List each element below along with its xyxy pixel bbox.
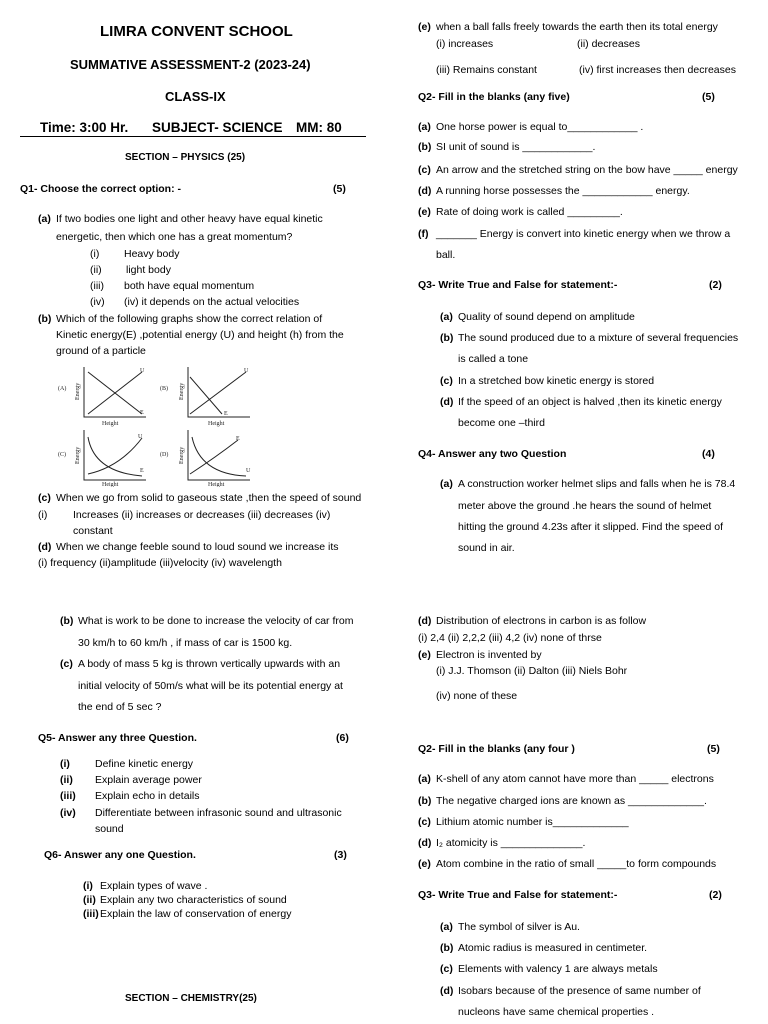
p-q4-b-text: 30 km/h to 60 km/h , if mass of car is 1500 kg. bbox=[78, 637, 293, 649]
p-q1-c-options: constant bbox=[73, 525, 113, 537]
p-q1-a-text: energetic, then which one has a great momentum? bbox=[56, 231, 293, 243]
p-q1-d-text: When we change feeble sound to loud sound we increase its bbox=[56, 541, 339, 553]
statement-text: become one –third bbox=[458, 417, 545, 429]
option-number: (c) bbox=[440, 963, 453, 975]
p-q4-title: Q4- Answer any two Question bbox=[418, 448, 567, 460]
p-q4-b-label: (b) bbox=[60, 615, 74, 627]
graph-ylabel: Energy bbox=[75, 446, 81, 464]
energy-height-graphs-figure bbox=[50, 362, 260, 487]
option-number: (ii) bbox=[83, 894, 96, 906]
p-q5-marks: (6) bbox=[336, 732, 349, 744]
option-number: (ii) bbox=[60, 774, 73, 786]
option-number: (f) bbox=[418, 228, 429, 240]
option-text: Explain the law of conservation of energy bbox=[100, 908, 292, 920]
option-number: (iii) bbox=[83, 908, 99, 920]
option-text: Define kinetic energy bbox=[95, 758, 194, 770]
statement-text: is called a tone bbox=[458, 353, 529, 365]
fill-blank-text: _______ Energy is convert into kinetic energy when we throw a bbox=[436, 228, 731, 240]
marks-label: MM: 80 bbox=[296, 120, 342, 135]
curve-label: E bbox=[140, 410, 144, 416]
header-divider bbox=[20, 136, 366, 137]
option-text: sound bbox=[95, 823, 124, 835]
p-q1-b-text: Which of the following graphs show the correct relation of bbox=[56, 313, 323, 325]
c-q1-e-options: (iv) none of these bbox=[436, 690, 518, 702]
p-q3-marks: (2) bbox=[709, 279, 722, 291]
c-q1-e-options: (i) J.J. Thomson (ii) Dalton (iii) Niels Bohr bbox=[436, 665, 628, 677]
option-number: (b) bbox=[418, 141, 432, 153]
option-number: (iii) bbox=[60, 790, 76, 802]
graph-ylabel: Energy bbox=[179, 382, 185, 400]
option-text: Heavy body bbox=[124, 248, 180, 260]
option-number: (e) bbox=[418, 206, 431, 218]
option-number: (d) bbox=[440, 985, 454, 997]
statement-text: Atomic radius is measured in centimeter. bbox=[458, 942, 648, 954]
fill-blank-text: I₂ atomicity is ______________. bbox=[436, 837, 586, 849]
c-q2-title: Q2- Fill in the blanks (any four ) bbox=[418, 743, 575, 755]
option-text: Explain average power bbox=[95, 774, 202, 786]
class-label: CLASS-IX bbox=[165, 89, 226, 104]
chemistry-section-title: SECTION – CHEMISTRY(25) bbox=[125, 993, 257, 1004]
option-text: (iv) it depends on the actual velocities bbox=[124, 296, 300, 308]
option-number: (c) bbox=[440, 375, 453, 387]
option-number: (i) bbox=[60, 758, 70, 770]
statement-text: Quality of sound depend on amplitude bbox=[458, 311, 635, 323]
option-number: (iv) bbox=[90, 296, 105, 308]
graph-label-b: (B) bbox=[160, 386, 168, 392]
option-number: (b) bbox=[440, 942, 454, 954]
graph-xlabel: Height bbox=[102, 421, 119, 427]
graph-ylabel: Energy bbox=[179, 446, 185, 464]
curve-label: U bbox=[138, 434, 143, 440]
option-text: (i) increases bbox=[436, 38, 494, 50]
curve-label: U bbox=[140, 368, 145, 374]
p-q5-title: Q5- Answer any three Question. bbox=[38, 732, 197, 744]
fill-blank-text: An arrow and the stretched string on the bow have _____ energy bbox=[436, 164, 738, 176]
option-text: both have equal momentum bbox=[124, 280, 255, 292]
option-number: (d) bbox=[418, 185, 432, 197]
p-q1-a-label: (a) bbox=[38, 213, 51, 225]
option-number: (i) bbox=[90, 248, 100, 260]
option-text: light body bbox=[126, 264, 171, 276]
option-text: Explain types of wave . bbox=[100, 880, 208, 892]
statement-text: In a stretched bow kinetic energy is stored bbox=[458, 375, 655, 387]
fill-blank-text: Atom combine in the ratio of small _____to form compounds bbox=[436, 858, 717, 870]
fill-blank-text: Rate of doing work is called _________. bbox=[436, 206, 623, 218]
graph-label-c: (C) bbox=[58, 452, 66, 458]
fill-blank-text: ball. bbox=[436, 249, 456, 261]
option-number: (d) bbox=[418, 837, 432, 849]
option-number: (ii) bbox=[90, 264, 102, 276]
fill-blank-text: The negative charged ions are known as _____________. bbox=[436, 795, 707, 807]
option-number: (e) bbox=[418, 858, 431, 870]
statement-text: The sound produced due to a mixture of several frequencies bbox=[458, 332, 739, 344]
c-q2-marks: (5) bbox=[707, 743, 720, 755]
option-number: (i) bbox=[83, 880, 93, 892]
option-number: (b) bbox=[440, 332, 454, 344]
p-q1-d-options: (i) frequency (ii)amplitude (iii)velocity (iv) wavelength bbox=[38, 557, 282, 569]
statement-text: The symbol of silver is Au. bbox=[458, 921, 580, 933]
c-q1-d-text: Distribution of electrons in carbon is as follow bbox=[436, 615, 647, 627]
option-number: (d) bbox=[440, 396, 454, 408]
option-number: (a) bbox=[418, 121, 431, 133]
graph-xlabel: Height bbox=[102, 482, 119, 487]
physics-section-title: SECTION – PHYSICS (25) bbox=[125, 152, 246, 163]
option-number: (a) bbox=[440, 921, 453, 933]
p-q1-c-label: (c) bbox=[38, 492, 51, 504]
p-q1-b-label: (b) bbox=[38, 313, 52, 325]
p-q2-marks: (5) bbox=[702, 91, 715, 103]
p-q4-b-text: What is work to be done to increase the velocity of car from bbox=[78, 615, 354, 627]
p-q4-a-text: meter above the ground .he hears the sound of helmet bbox=[458, 500, 712, 512]
c-q3-marks: (2) bbox=[709, 889, 722, 901]
p-q4-c-text: the end of 5 sec ? bbox=[78, 701, 162, 713]
p-q1-c-text: When we go from solid to gaseous state ,then the speed of sound bbox=[56, 492, 362, 504]
subject-label: SUBJECT- SCIENCE bbox=[152, 120, 283, 135]
p-q1-b-text: ground of a particle bbox=[56, 345, 146, 357]
p-q4-a-text: hitting the ground 4.23s after it slipped. Find the speed of bbox=[458, 521, 724, 533]
p-q1-marks: (5) bbox=[333, 183, 346, 195]
option-text: (iii) Remains constant bbox=[436, 64, 537, 76]
exam-title: SUMMATIVE ASSESSMENT-2 (2023-24) bbox=[70, 57, 311, 72]
p-q4-a-text: A construction worker helmet slips and falls when he is 78.4 bbox=[458, 478, 736, 490]
p-q1-a-text: If two bodies one light and other heavy have equal kinetic bbox=[56, 213, 323, 225]
p-q1-d-label: (d) bbox=[38, 541, 52, 553]
school-name: LIMRA CONVENT SCHOOL bbox=[100, 23, 293, 40]
curve-label: E bbox=[236, 436, 240, 442]
curve-label: U bbox=[244, 368, 249, 374]
option-text: Differentiate between infrasonic sound and ultrasonic bbox=[95, 807, 342, 819]
time-label: Time: 3:00 Hr. bbox=[40, 120, 129, 135]
p-q4-a-text: sound in air. bbox=[458, 542, 515, 554]
p-q1-title: Q1- Choose the correct option: - bbox=[20, 183, 182, 195]
option-number: (i) bbox=[38, 509, 48, 521]
p-q3-title: Q3- Write True and False for statement:- bbox=[418, 279, 618, 291]
graph-xlabel: Height bbox=[208, 482, 225, 487]
c-q1-d-label: (d) bbox=[418, 615, 432, 627]
option-number: (a) bbox=[440, 311, 453, 323]
statement-text: If the speed of an object is halved ,then its kinetic energy bbox=[458, 396, 722, 408]
option-text: (iv) first increases then decreases bbox=[579, 64, 736, 76]
statement-text: nucleons have same chemical properties . bbox=[458, 1006, 655, 1018]
option-number: (b) bbox=[418, 795, 432, 807]
c-q3-title: Q3- Write True and False for statement:- bbox=[418, 889, 618, 901]
option-number: (a) bbox=[418, 773, 431, 785]
curve-label: U bbox=[246, 468, 251, 474]
curve-label: E bbox=[224, 411, 228, 417]
fill-blank-text: A running horse possesses the ____________ energy. bbox=[436, 185, 690, 197]
graph-xlabel: Height bbox=[208, 421, 225, 427]
p-q4-marks: (4) bbox=[702, 448, 715, 460]
p-q1-e-text: when a ball falls freely towards the earth then its total energy bbox=[436, 21, 718, 33]
c-q1-e-text: Electron is invented by bbox=[436, 649, 542, 661]
graph-ylabel: Energy bbox=[75, 382, 81, 400]
option-number: (iv) bbox=[60, 807, 76, 819]
p-q4-c-text: A body of mass 5 kg is thrown vertically upwards with an bbox=[78, 658, 341, 670]
p-q4-c-label: (c) bbox=[60, 658, 73, 670]
option-text: Explain echo in details bbox=[95, 790, 200, 802]
fill-blank-text: K-shell of any atom cannot have more than _____ electrons bbox=[436, 773, 714, 785]
graph-label-a: (A) bbox=[58, 386, 67, 392]
p-q4-a-label: (a) bbox=[440, 478, 453, 490]
p-q1-c-options: Increases (ii) increases or decreases (iii) decreases (iv) bbox=[73, 509, 331, 521]
p-q6-title: Q6- Answer any one Question. bbox=[44, 849, 196, 861]
fill-blank-text: One horse power is equal to____________ . bbox=[436, 121, 644, 133]
option-number: (iii) bbox=[90, 280, 104, 292]
option-text: (ii) decreases bbox=[577, 38, 641, 50]
c-q1-e-label: (e) bbox=[418, 649, 431, 661]
graph-label-d: (D) bbox=[160, 452, 169, 458]
p-q6-marks: (3) bbox=[334, 849, 347, 861]
p-q2-title: Q2- Fill in the blanks (any five) bbox=[418, 91, 570, 103]
statement-text: Isobars because of the presence of same number of bbox=[458, 985, 701, 997]
option-number: (c) bbox=[418, 816, 431, 828]
option-text: Explain any two characteristics of sound bbox=[100, 894, 287, 906]
fill-blank-text: SI unit of sound is ____________. bbox=[436, 141, 596, 153]
p-q1-b-text: Kinetic energy(E) ,potential energy (U) and height (h) from the bbox=[56, 329, 344, 341]
option-number: (c) bbox=[418, 164, 431, 176]
p-q1-e-label: (e) bbox=[418, 21, 431, 33]
p-q4-c-text: initial velocity of 50m/s what will be its potential energy at bbox=[78, 680, 343, 692]
statement-text: Elements with valency 1 are always metals bbox=[458, 963, 658, 975]
curve-label: E bbox=[140, 468, 144, 474]
fill-blank-text: Lithium atomic number is_____________ bbox=[436, 816, 629, 828]
c-q1-d-options: (i) 2,4 (ii) 2,2,2 (iii) 4,2 (iv) none of thrse bbox=[418, 632, 602, 644]
